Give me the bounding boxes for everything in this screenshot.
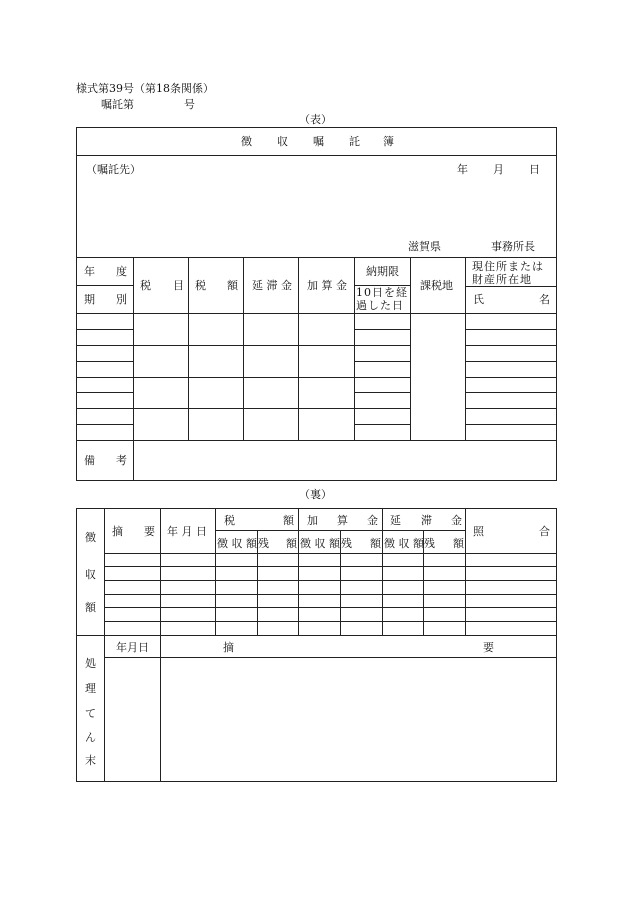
front-side-label: （表） [299,113,332,126]
choshu-gaku-label: 収 [85,568,96,581]
col-zeimoku: 税 [140,279,151,292]
back-col-tekiyo: 要 [144,525,155,538]
title-char: 収 [277,135,288,148]
back-col-tekiyo: 摘 [112,525,123,538]
sub-zan-gaku: 残 [341,537,352,550]
back-col-kasankin: 金 [367,514,378,527]
col-shimei: 名 [539,293,550,306]
shori-tenmatsu-label: ん [85,731,96,744]
title-char: 徴 [241,135,252,148]
recipient-label: （嘱託先） [86,163,141,176]
back-col-kasankin: 算 [337,514,348,527]
col-nouki: 納期限 [366,265,399,278]
sub-choshu-gaku: 徴 収 額 [217,537,257,550]
choshu-gaku-label: 額 [85,601,96,614]
back-col-ymd: 年 月 日 [167,525,207,538]
sub-zan-gaku: 額 [370,537,381,550]
back-col-zeigaku: 額 [283,514,294,527]
shori-tenmatsu-label: 処 [85,657,96,670]
entrust-number-prefix: 嘱託第 [101,98,134,111]
form-number: 様式第39号（第18条関係） [76,82,214,95]
sub-zan-gaku: 残 [424,537,435,550]
back-col-entaikin: 滞 [421,514,432,527]
col-nouki-sub: 過した日 [356,299,404,312]
title-char: 嘱 [313,135,324,148]
issuer-prefecture: 滋賀県 [408,240,441,253]
issuer-office-head: 事務所長 [491,240,535,253]
sub-zan-gaku: 残 [258,537,269,550]
col-address: 現住所または [472,260,544,273]
back-col-kasankin: 加 [307,514,318,527]
col-zeigaku: 税 [195,279,206,292]
back-col-entaikin: 金 [451,514,462,527]
col-nendo: 度 [116,265,127,278]
col-kibetsu: 期 [84,293,95,306]
shori-tekiyo-header: 要 [483,641,494,654]
shori-ymd-header: 年月日 [116,641,149,654]
back-col-shogo: 合 [539,525,550,538]
col-nouki-sub: 10日を経 [356,286,408,299]
front-form [76,127,557,481]
shori-tenmatsu-label: 理 [85,682,96,695]
back-side-label: （裏） [299,488,332,501]
date-day-label: 日 [529,163,540,176]
shori-tekiyo-header: 摘 [223,641,234,654]
col-kasankin: 加 算 金 [307,279,347,292]
title-char: 託 [349,135,360,148]
col-entaikin: 延 滞 金 [252,279,292,292]
col-kazeichi: 課税地 [420,279,453,292]
sub-choshu-gaku: 徴 収 額 [384,537,424,550]
col-zeigaku: 額 [227,279,238,292]
shori-tenmatsu-label: 末 [85,754,96,767]
sub-choshu-gaku: 徴 収 額 [300,537,340,550]
remarks-label: 考 [116,454,127,467]
col-nendo: 年 [84,265,95,278]
col-shimei: 氏 [473,293,484,306]
back-col-entaikin: 延 [390,514,401,527]
sub-zan-gaku: 額 [286,537,297,550]
date-year-label: 年 [457,163,468,176]
back-col-zeigaku: 税 [224,514,235,527]
entrust-number-suffix: 号 [184,98,195,111]
col-zeimoku: 目 [173,279,184,292]
title-char: 簿 [383,135,394,148]
shori-tenmatsu-label: て [85,707,96,720]
col-kibetsu: 別 [116,293,127,306]
col-address: 財産所在地 [472,273,532,286]
remarks-label: 備 [84,454,95,467]
choshu-gaku-label: 徴 [85,531,96,544]
sub-zan-gaku: 額 [453,537,464,550]
date-month-label: 月 [493,163,504,176]
back-col-shogo: 照 [473,525,484,538]
